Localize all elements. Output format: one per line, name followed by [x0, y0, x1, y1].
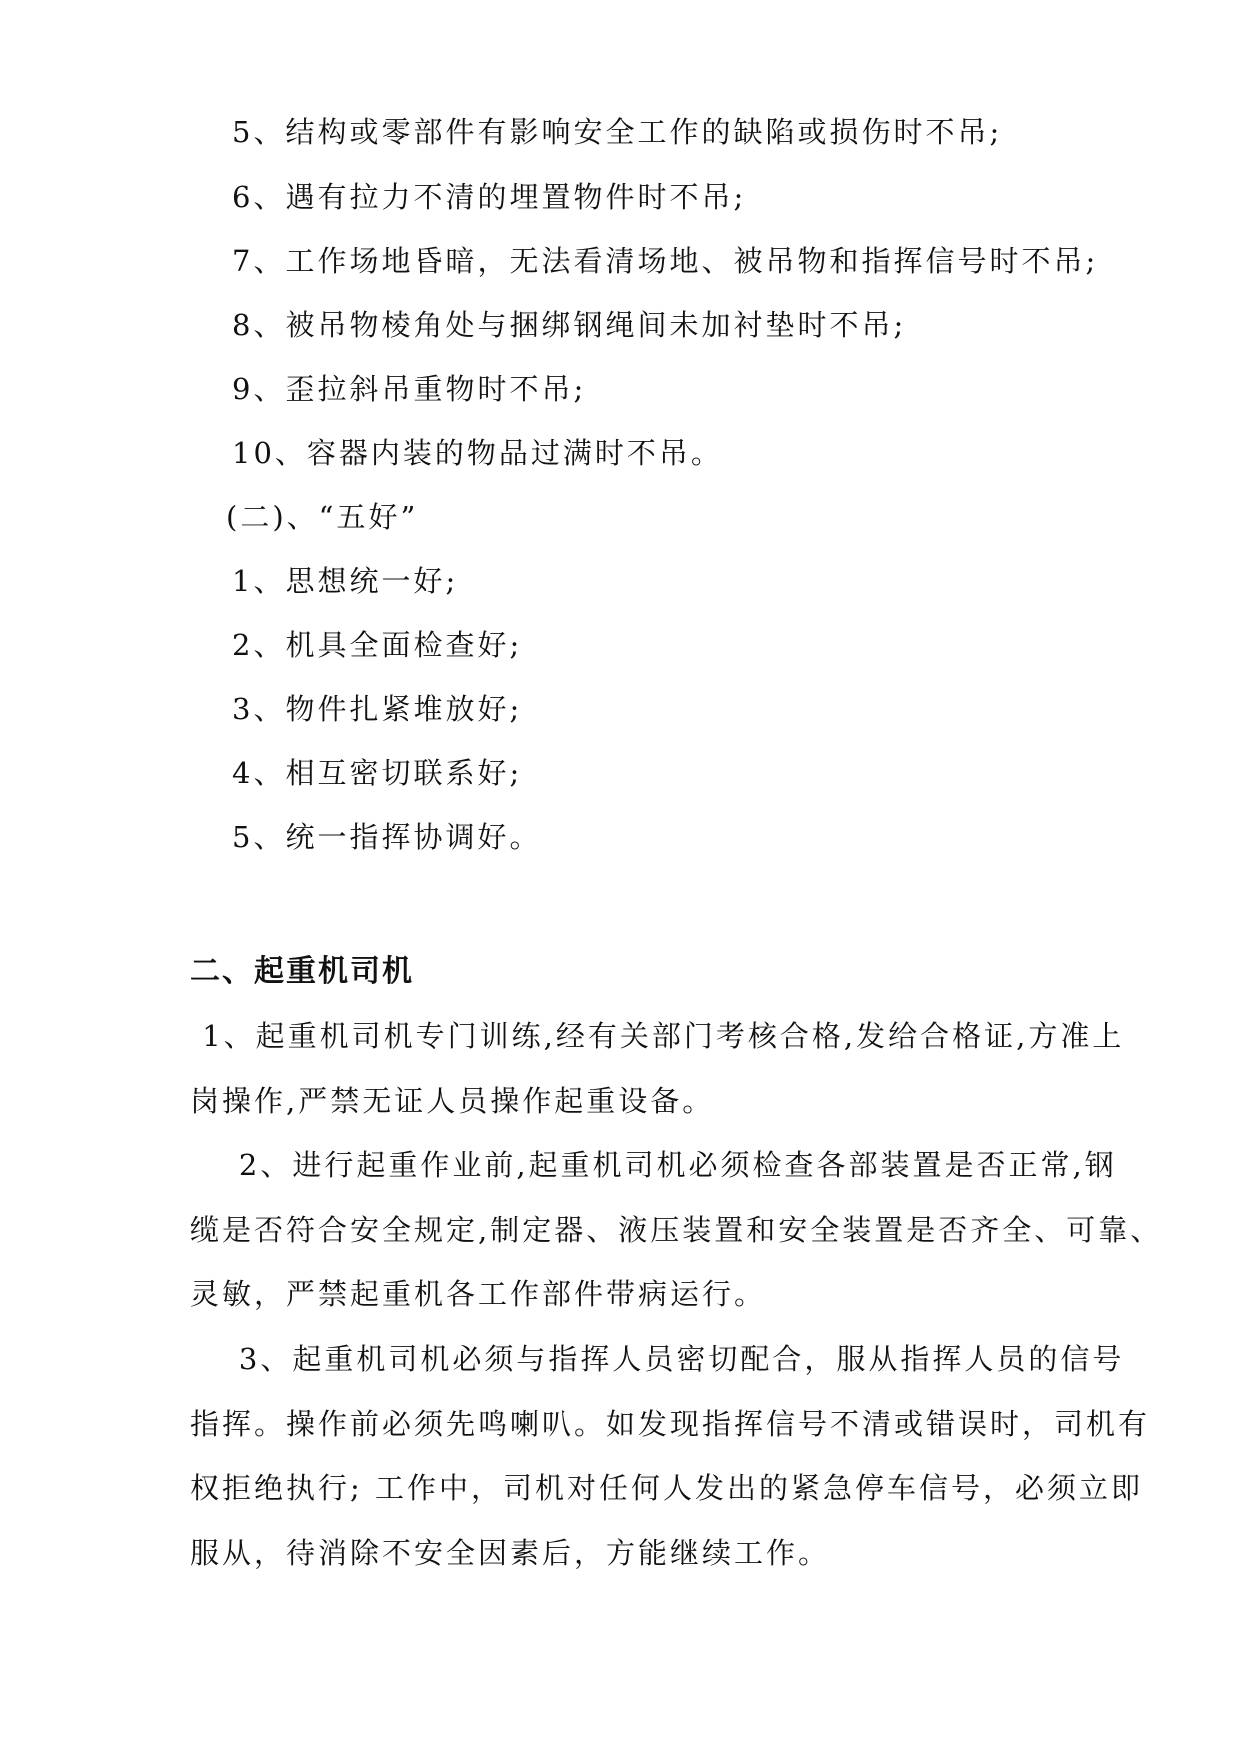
- paragraph-line: 服从，待消除不安全因素后，方能继续工作。: [190, 1536, 831, 1570]
- paragraph-line: 缆是否符合安全规定,制定器、液压装置和安全装置是否齐全、可靠、: [190, 1213, 1163, 1247]
- list-item: 4、相互密切联系好;: [232, 756, 523, 790]
- list-item: 5、统一指挥协调好。: [232, 820, 542, 854]
- paragraph-line: 1、起重机司机专门训练,经有关部门考核合格,发给合格证,方准上: [190, 1019, 1125, 1053]
- list-item: 10、容器内装的物品过满时不吊。: [232, 436, 723, 470]
- list-item: 7、工作场地昏暗，无法看清场地、被吊物和指挥信号时不吊;: [232, 244, 1099, 278]
- paragraph-line: 岗操作,严禁无证人员操作起重设备。: [190, 1084, 715, 1118]
- list-item: 9、歪拉斜吊重物时不吊;: [232, 372, 587, 406]
- paragraph-line: 3、起重机司机必须与指挥人员密切配合，服从指挥人员的信号: [190, 1342, 1125, 1376]
- list-item: 1、思想统一好;: [232, 564, 459, 598]
- list-item: 2、机具全面检查好;: [232, 628, 523, 662]
- list-item: 3、物件扎紧堆放好;: [232, 692, 523, 726]
- list-item: 8、被吊物棱角处与捆绑钢绳间未加衬垫时不吊;: [232, 308, 907, 342]
- paragraph-line: 指挥。操作前必须先鸣喇叭。如发现指挥信号不清或错误时，司机有: [190, 1407, 1151, 1441]
- paragraph-line: 权拒绝执行; 工作中，司机对任何人发出的紧急停车信号，必须立即: [190, 1471, 1143, 1505]
- subsection-title: (二)、“五好”: [226, 500, 419, 534]
- section-heading: 二、起重机司机: [190, 954, 414, 989]
- list-item: 5、结构或零部件有影响安全工作的缺陷或损伤时不吊;: [232, 115, 1003, 149]
- paragraph-line: 2、进行起重作业前,起重机司机必须检查各部装置是否正常,钢: [190, 1148, 1117, 1182]
- paragraph-line: 灵敏，严禁起重机各工作部件带病运行。: [190, 1277, 767, 1311]
- list-item: 6、遇有拉力不清的埋置物件时不吊;: [232, 180, 747, 214]
